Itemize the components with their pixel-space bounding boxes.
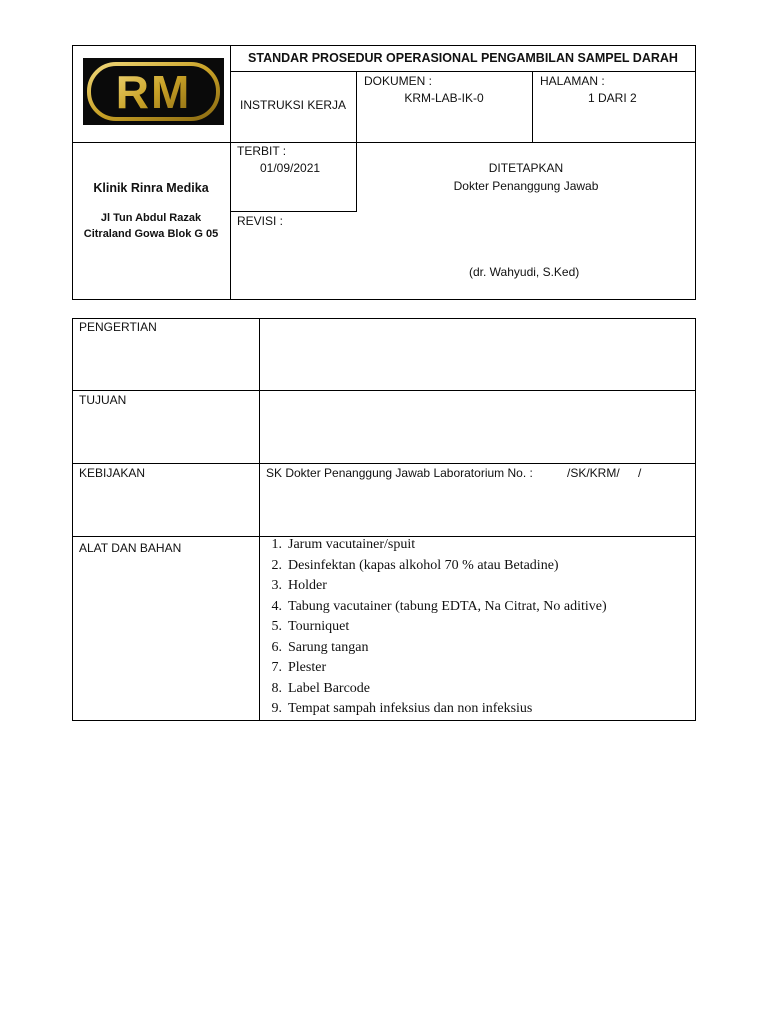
- list-item-text: Holder: [288, 578, 327, 593]
- divider: [230, 211, 357, 212]
- tujuan-label: TUJUAN: [79, 393, 127, 407]
- kebijakan-text: SK Dokter Penanggung Jawab Laboratorium No. :: [266, 466, 533, 480]
- clinic-address-line-1: Jl Tun Abdul Razak: [100, 212, 202, 224]
- list-item-text: Tempat sampah infeksius dan non infeksius: [288, 701, 533, 716]
- list-item-text: Desinfektan (kapas alkohol 70 % atau Betadine): [288, 557, 559, 573]
- list-item: 6. Sarung tangan: [271, 639, 369, 655]
- divider: [72, 463, 696, 464]
- revision-label: REVISI :: [237, 214, 284, 228]
- established-label: DITETAPKAN: [488, 161, 564, 175]
- issued-date: 01/09/2021: [260, 161, 321, 175]
- list-item: 8. Label Barcode: [271, 680, 371, 696]
- list-item: 5. Tourniquet: [271, 619, 350, 634]
- list-item-text: Plester: [288, 660, 327, 675]
- clinic-name: Klinik Rinra Medika: [93, 181, 209, 195]
- page-label: HALAMAN :: [540, 74, 605, 88]
- logo-text: RM: [115, 66, 192, 118]
- list-item: 3. Holder: [271, 578, 327, 593]
- kebijakan-label: KEBIJAKAN: [79, 466, 146, 480]
- list-item-text: Label Barcode: [288, 680, 371, 696]
- document-number-label: DOKUMEN :: [364, 74, 433, 88]
- list-item: 4. Tabung vacutainer (tabung EDTA, Na Citrat, No aditive): [271, 598, 607, 614]
- established-by: Dokter Penanggung Jawab: [453, 179, 599, 193]
- tools-list: [260, 535, 690, 720]
- signatory-name: (dr. Wahyudi, S.Ked): [469, 265, 580, 279]
- kebijakan-suffix: /SK/KRM/: [567, 466, 620, 480]
- divider: [72, 142, 696, 143]
- list-item-text: Tabung vacutainer (tabung EDTA, Na Citrat, No aditive): [288, 598, 607, 614]
- list-item-text: Jarum vacutainer/spuit: [288, 537, 416, 552]
- logo-graphic: [83, 58, 224, 125]
- alat-bahan-label: ALAT DAN BAHAN: [79, 541, 182, 555]
- document-type: INSTRUKSI KERJA: [239, 98, 347, 112]
- document-number-value: KRM-LAB-IK-0: [404, 91, 484, 105]
- clinic-logo: [83, 58, 224, 125]
- issued-label: TERBIT :: [237, 144, 287, 158]
- page-value: 1 DARI 2: [588, 91, 637, 105]
- divider: [72, 390, 696, 391]
- list-item: 2. Desinfektan (kapas alkohol 70 % atau Betadine): [271, 557, 559, 573]
- list-item-text: Sarung tangan: [288, 639, 369, 655]
- pengertian-label: PENGERTIAN: [79, 320, 157, 334]
- list-item: 1. Jarum vacutainer/spuit: [271, 537, 416, 552]
- list-item: 9. Tempat sampah infeksius dan non infeksius: [271, 701, 533, 716]
- kebijakan-slash: /: [638, 466, 642, 480]
- document-title: STANDAR PROSEDUR OPERASIONAL PENGAMBILAN SAMPEL DARAH: [248, 51, 678, 65]
- divider: [532, 71, 533, 142]
- divider: [230, 45, 231, 300]
- clinic-address-line-2: Citraland Gowa Blok G 05: [83, 228, 219, 240]
- list-item: 7. Plester: [271, 660, 327, 675]
- list-item-text: Tourniquet: [288, 619, 350, 634]
